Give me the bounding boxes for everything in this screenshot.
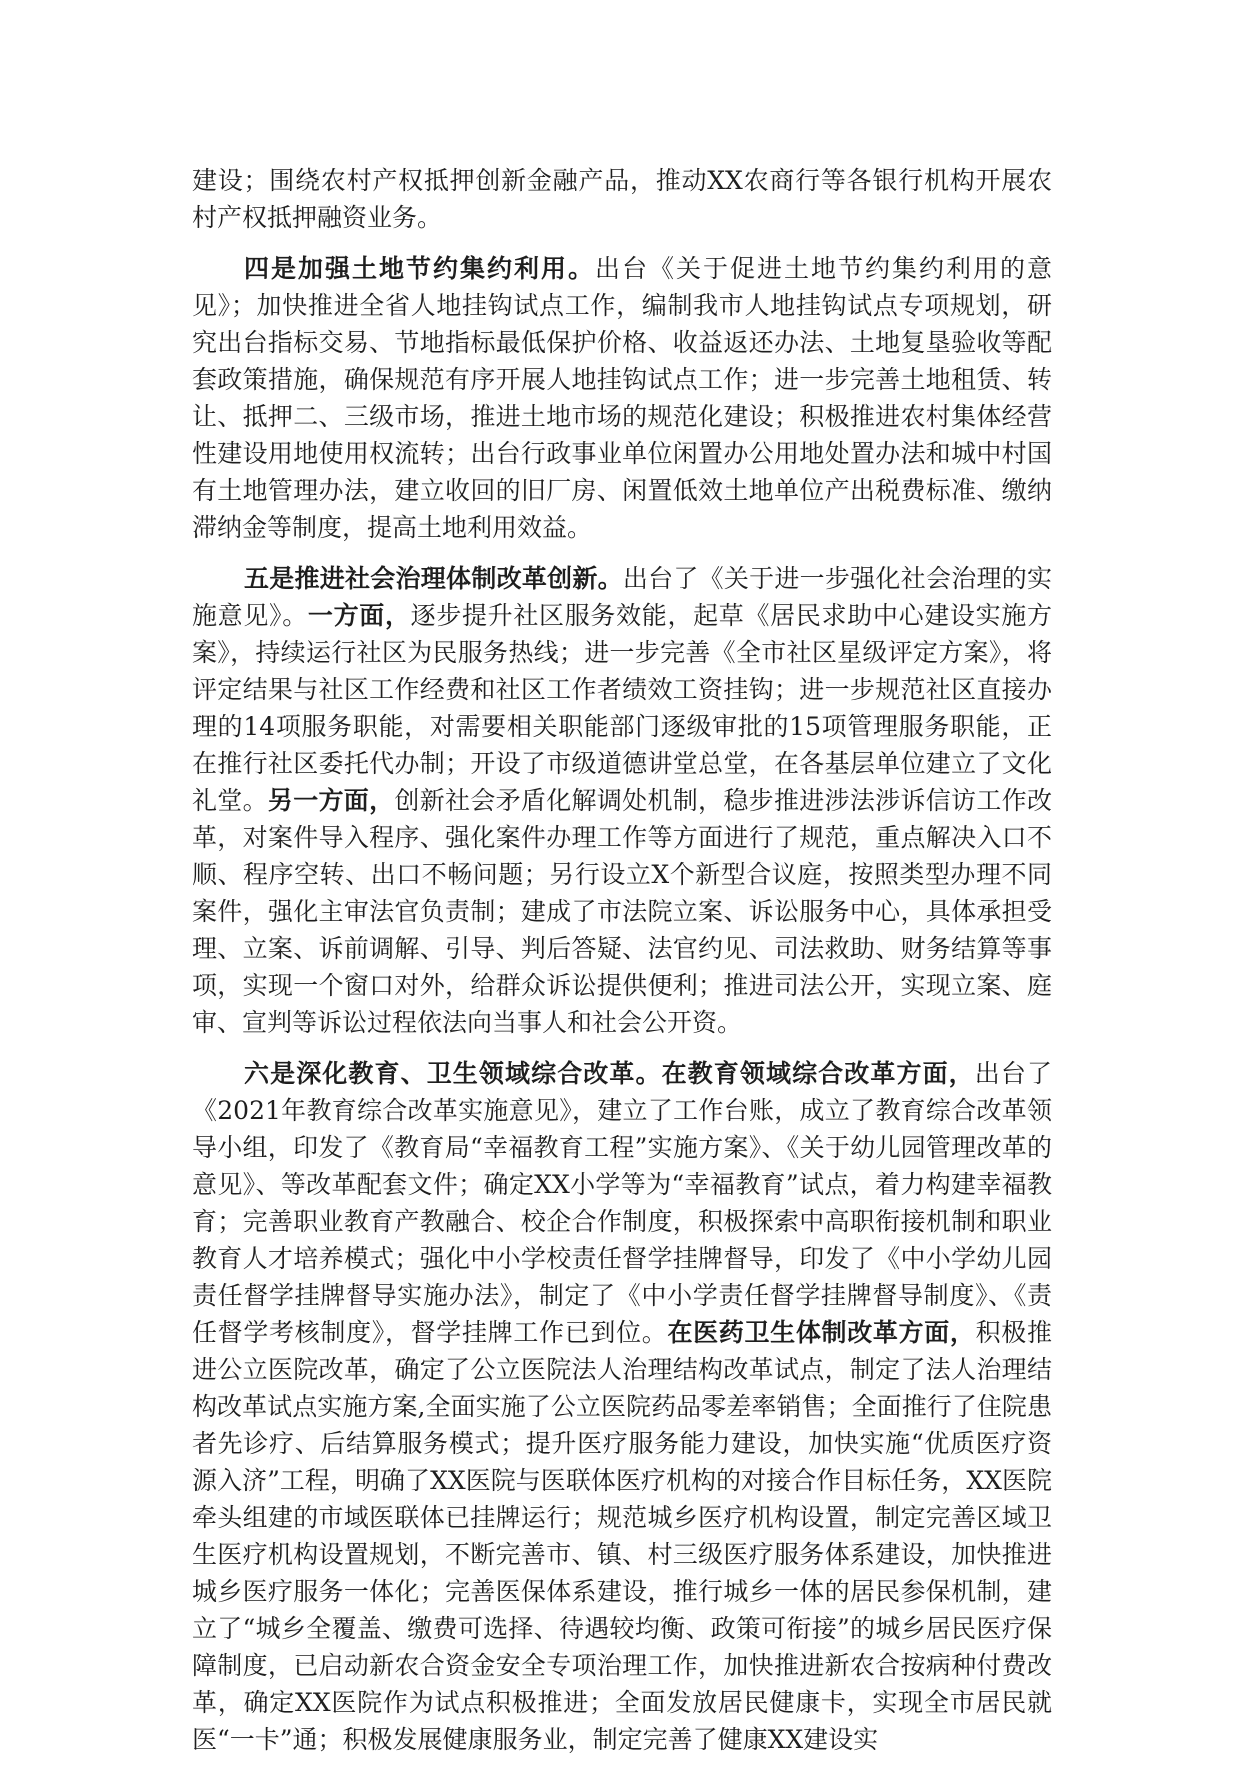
paragraph-land-use <box>192 250 1052 546</box>
paragraph-education-health <box>192 1055 1052 1758</box>
paragraph-subheading: 在医药卫生体制改革方面， <box>667 1318 976 1347</box>
paragraph-text: 出台了《关于进一步强化社会治理的实施意见》。 <box>192 564 1052 630</box>
paragraph-subheading: 另一方面， <box>267 786 395 815</box>
paragraph-text: 积极推进公立医院改革，确定了公立医院法人治理结构改革试点，制定了法人治理结构改革试点实施方案,全面实施了公立医院药品零差率销售；全面推行了住院患者先诊疗、后结算服务模式；提升医疗服务能力建设，加快实施“优质医疗资源入济”工程，明确了XX医院与医联体医疗机构的对接合作目标任务，XX医院牵头组建的市域医联体已挂牌运行；规范城乡医疗机构设置，制定完善区域卫生医疗机构设置规划，不断完善市、镇、村三级医疗服务体系建设，加快推进城乡医疗服务一体化；完善医保体系建设，推行城乡一体的居民参保机制，建立了“城乡全覆盖、缴费可选择、待遇较均衡、政策可衔接”的城乡居民医疗保障制度，已启动新农合资金安全专项治理工作，加快推进新农合按病种付费改革，确定XX医院作为试点积极推进；全面发放居民健康卡，实现全市居民就医“一卡”通；积极发展健康服务业，制定完善了健康XX建设实 <box>192 1318 1052 1754</box>
paragraph-text: 出台了《2021年教育综合改革实施意见》，建立了工作台账，成立了教育综合改革领导小组，印发了《教育局“幸福教育工程”实施方案》、《关于幼儿园管理改革的意见》、等改革配套文件；确定XX小学等为“幸福教育”试点，着力构建幸福教育；完善职业教育产教融合、校企合作制度，积极探索中高职衔接机制和职业教育人才培养模式；强化中小学校责任督学挂牌督导，印发了《中小学幼儿园责任督学挂牌督导实施办法》，制定了《中小学责任督学挂牌督导制度》、《责任督学考核制度》，督学挂牌工作已到位。 <box>192 1059 1052 1347</box>
paragraph-text: 出台《关于促进土地节约集约利用的意见》；加快推进全省人地挂钩试点工作，编制我市人地挂钩试点专项规划，研究出台指标交易、节地指标最低保护价格、收益返还办法、土地复垦验收等配套政策措施，确保规范有序开展人地挂钩试点工作；进一步完善土地租赁、转让、抵押二、三级市场，推进土地市场的规范化建设；积极推进农村集体经营性建设用地使用权流转；出台行政事业单位闲置办公用地处置办法和城中村国有土地管理办法，建立收回的旧厂房、闲置低效土地单位产出税费标准、缴纳滞纳金等制度，提高土地利用效益。 <box>192 254 1052 542</box>
paragraph-heading: 五是推进社会治理体制改革创新。 <box>244 564 623 593</box>
paragraph-subheading: 一方面， <box>307 601 411 630</box>
paragraph-text: 建设；围绕农村产权抵押创新金融产品，推动XX农商行等各银行机构开展农村产权抵押融资业务。 <box>192 166 1052 232</box>
paragraph-continuation <box>192 162 1052 236</box>
paragraph-text: 逐步提升社区服务效能，起草《居民求助中心建设实施方案》，持续运行社区为民服务热线；进一步完善《全市社区星级评定方案》，将评定结果与社区工作经费和社区工作者绩效工资挂钩；进一步规范社区直接办理的14项服务职能，对需要相关职能部门逐级审批的15项管理服务职能，正在推行社区委托代办制；开设了市级道德讲堂总堂，在各基层单位建立了文化礼堂。 <box>192 601 1052 815</box>
paragraph-heading: 四是加强土地节约集约利用。 <box>244 254 595 283</box>
document-body <box>192 162 1052 1772</box>
paragraph-heading: 六是深化教育、卫生领域综合改革。在教育领域综合改革方面， <box>244 1059 975 1088</box>
paragraph-social-governance <box>192 560 1052 1041</box>
paragraph-text: 创新社会矛盾化解调处机制，稳步推进涉法涉诉信访工作改革，对案件导入程序、强化案件办理工作等方面进行了规范，重点解决入口不顺、程序空转、出口不畅问题；另行设立X个新型合议庭，按照类型办理不同案件，强化主审法官负责制；建成了市法院立案、诉讼服务中心，具体承担受理、立案、诉前调解、引导、判后答疑、法官约见、司法救助、财务结算等事项，实现一个窗口对外，给群众诉讼提供便利；推进司法公开，实现立案、庭审、宣判等诉讼过程依法向当事人和社会公开资。 <box>192 786 1052 1037</box>
